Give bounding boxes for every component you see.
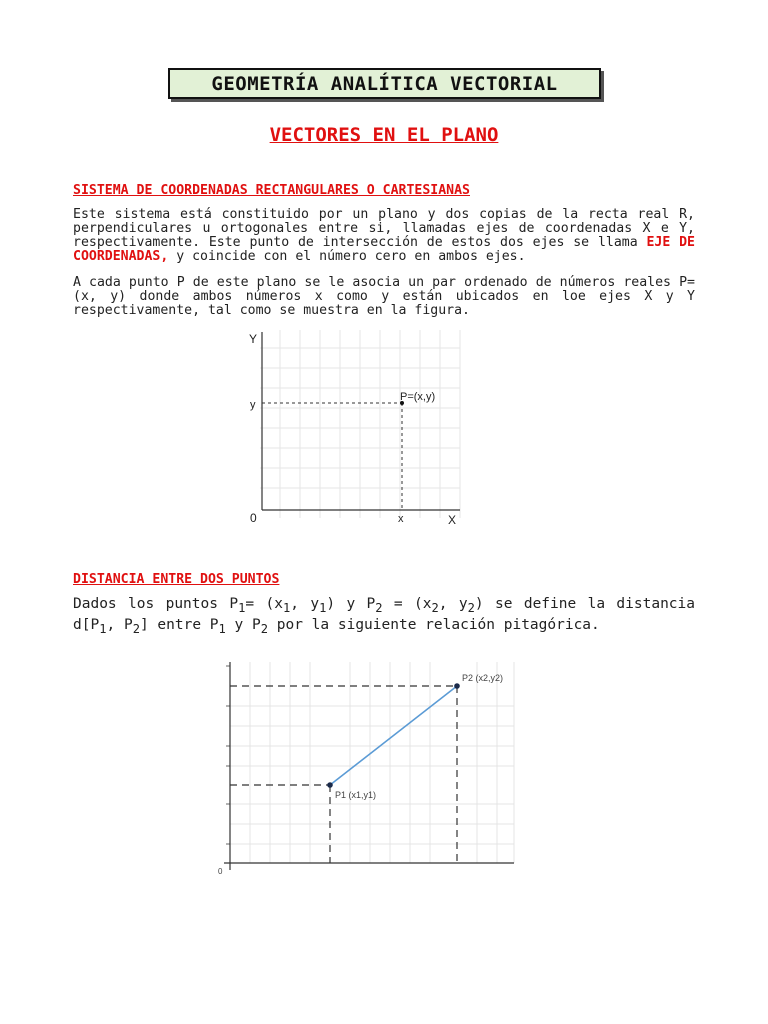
section-subtitle: VECTORES EN EL PLANO [269, 124, 499, 146]
point-p1 [327, 782, 333, 788]
point-label: P=(x,y) [400, 391, 436, 403]
y-value-label: y [250, 399, 256, 411]
subscript: 1 [218, 621, 226, 636]
paragraph-text: y coincide con el número cero en ambos ejes. [168, 249, 526, 264]
text-run: y P [225, 616, 261, 633]
text-run: ) y P [326, 596, 376, 612]
x-value-label: x [398, 513, 404, 525]
origin-label: 0 [250, 511, 257, 525]
subscript: 1 [282, 600, 291, 615]
text-run: ] entre P [139, 616, 219, 633]
cartesian-plane-figure [236, 328, 466, 528]
paragraph-distance [73, 596, 695, 638]
paragraph-cartesian-definition [73, 208, 695, 264]
text-run: , y [438, 596, 468, 612]
text-run: = (x [382, 596, 432, 612]
text-run: = (x [245, 596, 283, 612]
y-axis-label: Y [249, 332, 258, 346]
heading-cartesian-system: SISTEMA DE COORDENADAS RECTANGULARES O CARTESIANAS [73, 183, 470, 198]
text-run: Dados los puntos P [73, 596, 239, 612]
subscript: 2 [375, 600, 383, 615]
text-run: ) se define la distancia d[P [73, 596, 695, 633]
subscript: 1 [319, 600, 327, 615]
x-axis-label: X [448, 513, 457, 527]
p2-label: P2 (x2,y2) [462, 673, 504, 683]
point-p2 [454, 683, 460, 689]
paragraph-text: Este sistema está constituido por un plano y dos copias de la recta real R, perpendiculares u ortogonales entre si, llamadas ejes de coordenadas X e Y, respectivamente. Este punto de intersección de estos dos ejes se llama [73, 207, 695, 250]
distance-figure [200, 658, 530, 888]
subscript: 2 [132, 621, 140, 636]
subscript: 2 [467, 600, 475, 615]
subscript: 2 [431, 600, 439, 615]
subscript: 1 [238, 600, 246, 615]
origin-label: 0 [218, 867, 223, 876]
heading-distance: DISTANCIA ENTRE DOS PUNTOS [73, 572, 280, 587]
subscript: 2 [260, 621, 269, 636]
p1-label: P1 (x1,y1) [335, 790, 377, 800]
distance-segment [330, 686, 457, 785]
highlight-term: EJE DE COORDENADAS, [73, 235, 695, 264]
text-run: por la siguiente relación pitagórica. [268, 616, 600, 633]
text-run: , y [290, 596, 320, 612]
subscript: 1 [99, 621, 107, 636]
text-run: , P [106, 616, 133, 633]
paragraph-ordered-pair: A cada punto P de este plano se le asocia un par ordenado de números reales P= (x, y) donde ambos números x como y están ubicados en loe ejes X y Y respectivamente, tal como se muestra en la figura. [73, 275, 695, 318]
document-title: GEOMETRÍA ANALÍTICA VECTORIAL [168, 68, 601, 99]
